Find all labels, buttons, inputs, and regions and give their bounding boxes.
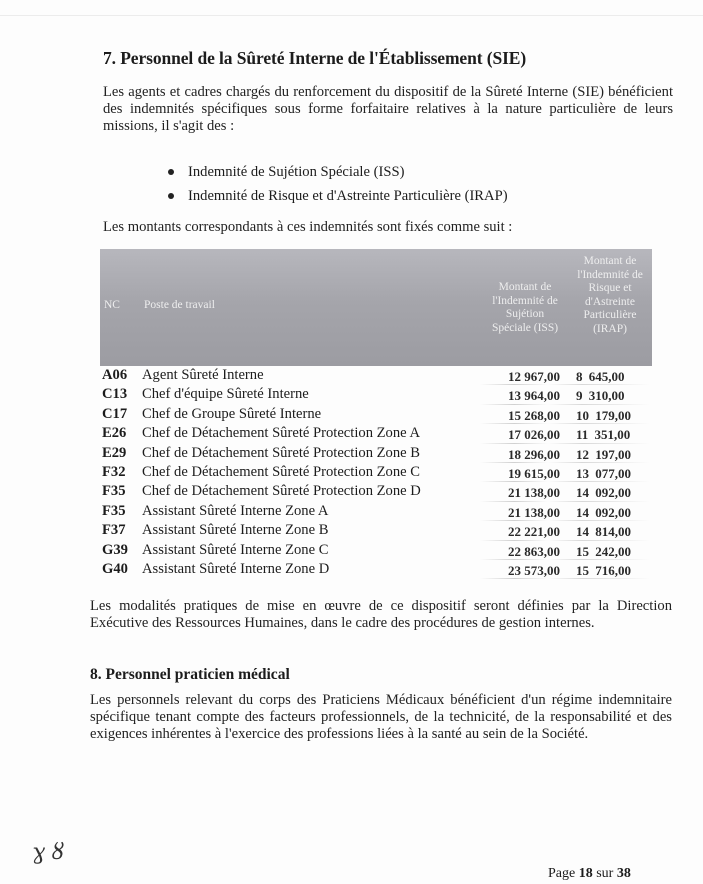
indemnity-table-body	[100, 367, 660, 580]
row-divider	[480, 578, 650, 579]
table-row	[100, 522, 660, 541]
row-irap: 11 351,00	[576, 427, 631, 443]
handwritten-initials: ɣ ȣ	[32, 840, 65, 865]
row-code: F32	[102, 463, 126, 480]
table-row	[100, 386, 660, 405]
section-7-heading: 7. Personnel de la Sûreté Interne de l'Établissement (SIE)	[103, 48, 527, 68]
row-irap: 13 077,00	[576, 465, 631, 481]
row-poste: Chef de Détachement Sûreté Protection Zone D	[142, 483, 421, 500]
row-iss: 18 296,00	[508, 446, 560, 462]
row-divider	[480, 481, 650, 482]
row-code: F37	[102, 522, 126, 539]
indemnity-list	[168, 160, 508, 208]
table-row	[100, 561, 660, 580]
table-row	[100, 503, 660, 522]
row-iss: 19 615,00	[508, 465, 560, 481]
row-divider	[480, 443, 650, 444]
row-iss: 21 138,00	[508, 485, 560, 501]
table-row	[100, 445, 660, 464]
row-poste: Assistant Sûreté Interne Zone C	[142, 541, 329, 558]
row-code: E26	[102, 425, 127, 442]
row-divider	[480, 423, 650, 424]
page-top-edge	[0, 15, 703, 16]
row-divider	[480, 462, 650, 463]
row-irap: 15 716,00	[576, 562, 631, 578]
row-divider	[480, 404, 650, 405]
header-irap: Montant de l'Indemnité de Risque et d'Astreinte Particulière (IRAP)	[577, 255, 643, 335]
row-divider	[480, 540, 650, 541]
row-irap: 14 814,00	[576, 524, 631, 540]
row-poste: Chef de Détachement Sûreté Protection Zone C	[142, 463, 421, 480]
row-irap: 14 092,00	[576, 485, 631, 501]
row-iss: 22 863,00	[508, 543, 560, 559]
page-prefix: Page	[548, 866, 579, 881]
section-8-body: Les personnels relevant du corps des Praticiens Médicaux bénéficient d'un régime indemnitaire spécifique tenant compte des facteurs professionnels, de la technicité, de la responsabilité et des exigences inhérentes à l'exercice des professions liées à la santé au sein de la Société.	[90, 692, 672, 742]
row-code: G39	[102, 541, 128, 558]
row-poste: Assistant Sûreté Interne Zone D	[142, 560, 330, 577]
row-code: A06	[102, 367, 128, 383]
row-iss: 23 573,00	[508, 562, 560, 578]
row-irap: 8 645,00	[576, 369, 625, 384]
row-code: C13	[102, 386, 128, 403]
row-irap: 14 092,00	[576, 504, 631, 520]
page-number	[548, 866, 631, 882]
row-iss: 22 221,00	[508, 524, 560, 540]
row-poste: Chef de Groupe Sûreté Interne	[142, 405, 322, 422]
row-poste: Assistant Sûreté Interne Zone B	[142, 522, 329, 539]
row-code: E29	[102, 444, 127, 461]
section-7-intro: Les agents et cadres chargés du renforcement du dispositif de la Sûreté Interne (SIE) bénéficient des indemnités spécifiques sous forme forfaitaire relatives à la nature particulière de leurs missions, il s'agit des :	[103, 84, 673, 134]
table-intro: Les montants correspondants à ces indemnités sont fixés comme suit :	[103, 219, 513, 235]
row-code: F35	[102, 483, 126, 500]
row-code: G40	[102, 560, 128, 577]
header-poste: Poste de travail	[144, 299, 215, 311]
row-poste: Chef de Détachement Sûreté Protection Zone A	[142, 425, 421, 442]
row-code: C17	[102, 405, 128, 422]
row-code: F35	[102, 502, 126, 519]
row-poste: Agent Sûreté Interne	[142, 367, 264, 383]
table-row	[100, 406, 660, 425]
row-divider	[480, 520, 650, 521]
row-poste: Assistant Sûreté Interne Zone A	[142, 502, 329, 519]
table-header	[100, 249, 652, 366]
row-irap: 10 179,00	[576, 407, 631, 423]
row-poste: Chef de Détachement Sûreté Protection Zone B	[142, 444, 421, 461]
row-iss: 13 964,00	[508, 388, 560, 404]
list-item: Indemnité de Sujétion Spéciale (ISS)	[168, 160, 508, 184]
row-irap: 9 310,00	[576, 388, 625, 404]
table-row	[100, 464, 660, 483]
row-irap: 12 197,00	[576, 446, 631, 462]
table-row	[100, 367, 660, 386]
page-current: 18	[578, 866, 593, 881]
row-divider	[480, 501, 650, 502]
row-poste: Chef d'équipe Sûreté Interne	[142, 386, 309, 403]
page-total: 38	[616, 866, 631, 881]
row-iss: 17 026,00	[508, 427, 560, 443]
section-7-closing: Les modalités pratiques de mise en œuvre de ce dispositif seront définies par la Direction Exécutive des Ressources Humaines, dans le cadre des procédures de gestion internes.	[90, 598, 672, 631]
row-divider	[480, 559, 650, 560]
section-8-heading: 8. Personnel praticien médical	[90, 666, 290, 683]
table-row	[100, 542, 660, 561]
row-irap: 15 242,00	[576, 543, 631, 559]
list-item: Indemnité de Risque et d'Astreinte Particulière (IRAP)	[168, 184, 508, 208]
header-nc: NC	[104, 299, 120, 311]
header-iss: Montant de l'Indemnité de Sujétion Spéciale (ISS)	[491, 281, 559, 334]
row-iss: 21 138,00	[508, 504, 560, 520]
row-divider	[480, 384, 650, 385]
row-iss: 15 268,00	[508, 407, 560, 423]
table-row	[100, 483, 660, 502]
page-sep: sur	[592, 866, 617, 881]
table-row	[100, 425, 660, 444]
row-iss: 12 967,00	[508, 369, 560, 384]
